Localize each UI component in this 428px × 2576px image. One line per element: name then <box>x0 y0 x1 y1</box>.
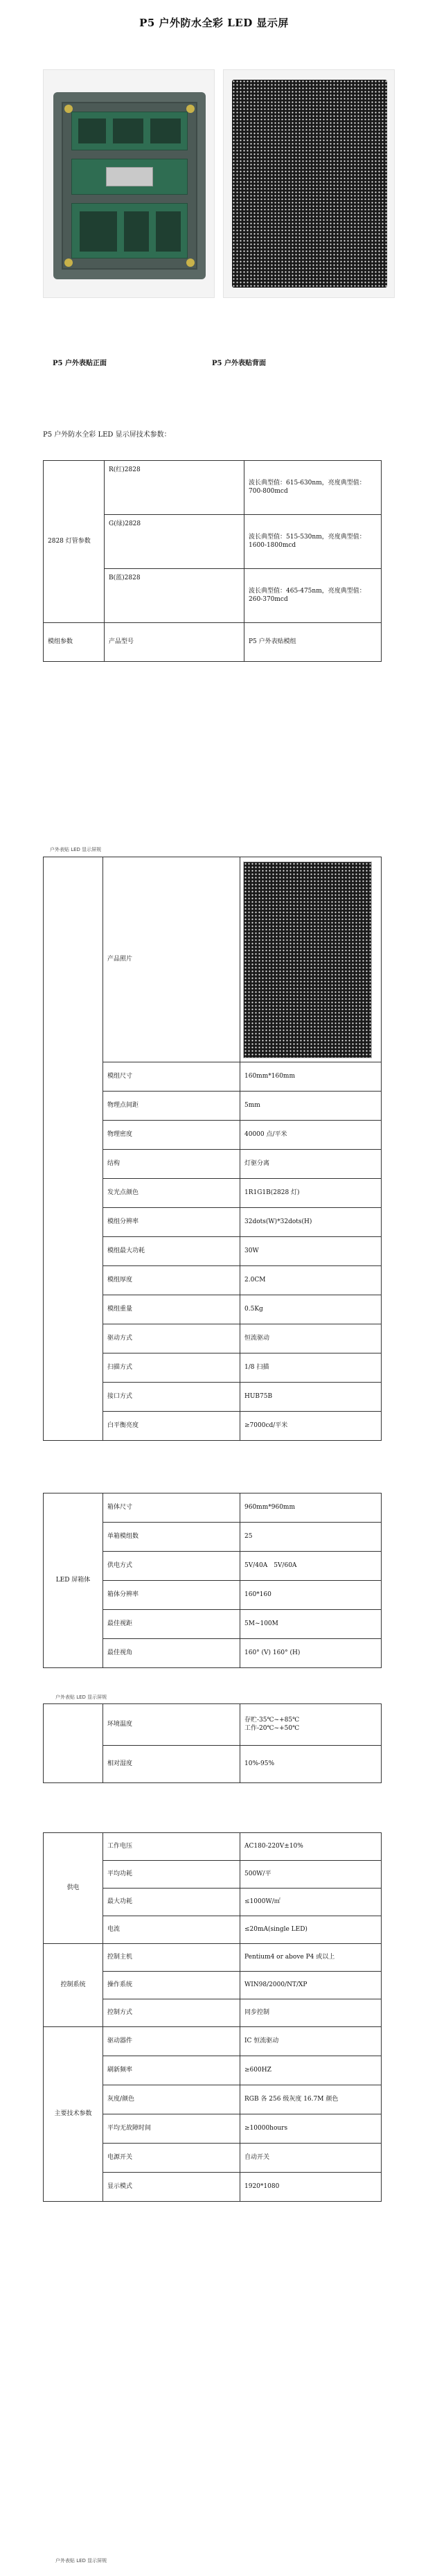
cell-label: G(绿)2828 <box>105 515 244 569</box>
cell-label: 工作电压 <box>103 1833 240 1861</box>
cell-label: 产品型号 <box>105 623 244 662</box>
cabinet-spec-table <box>43 1493 382 1668</box>
cell-value: ≥600HZ <box>240 2056 382 2085</box>
cell-value: 40000 点/平米 <box>240 1121 382 1150</box>
cell-label: R(红)2828 <box>105 461 244 515</box>
table-row <box>44 461 382 515</box>
cell-value: 160*160 <box>240 1581 382 1610</box>
group-label: 2828 灯管参数 <box>44 461 105 623</box>
footer-section-title: 户外表贴 LED 显示屏规 <box>55 2558 107 2564</box>
cell-label: 平均无故障时间 <box>103 2114 240 2144</box>
group-label: LED 屏箱体 <box>44 1493 103 1668</box>
cell-label: 扫描方式 <box>103 1353 240 1383</box>
blank-column <box>44 857 103 1441</box>
cell-label: 箱体尺寸 <box>103 1493 240 1523</box>
cell-label: 操作系统 <box>103 1972 240 1999</box>
product-photo <box>243 861 372 1058</box>
cell-value: AC180-220V±10% <box>240 1833 382 1861</box>
intro-text: P5 户外防水全彩 LED 显示屏技术参数： <box>43 431 171 439</box>
cell-label: 单箱模组数 <box>103 1523 240 1552</box>
system-spec-table <box>43 1832 382 2202</box>
cell-value: 恒流驱动 <box>240 1324 382 1353</box>
cell-label: 产品照片 <box>103 857 240 1062</box>
cell-label: 模组最大功耗 <box>103 1237 240 1266</box>
table-row <box>44 857 382 1062</box>
cell-value <box>240 1704 382 1746</box>
cell-label: 灰度/颜色 <box>103 2085 240 2114</box>
cell-label: 驱动方式 <box>103 1324 240 1353</box>
back-caption: P5 户外表贴背面 <box>212 360 266 367</box>
storage-temperature: 存贮-35℃~+85℃ <box>244 1717 300 1724</box>
cell-value: 灯驱分离 <box>240 1150 382 1179</box>
group-label: 供电 <box>44 1833 103 1944</box>
cell-label: 控制主机 <box>103 1944 240 1972</box>
group-label: 主要技术参数 <box>44 2027 103 2202</box>
front-caption: P5 户外表贴正面 <box>53 360 107 367</box>
cell-label: 最佳视距 <box>103 1610 240 1639</box>
cell-value: 1R1G1B(2828 灯) <box>240 1179 382 1208</box>
cell-value: WIN98/2000/NT/XP <box>240 1972 382 1999</box>
cell-label: 模组分辨率 <box>103 1208 240 1237</box>
page-title: P5 户外防水全彩 LED 显示屏 <box>139 17 289 29</box>
cell-value: 2.0CM <box>240 1266 382 1295</box>
cell-label: 环境温度 <box>103 1704 240 1746</box>
cell-value: 32dots(W)*32dots(H) <box>240 1208 382 1237</box>
cell-value: 25 <box>240 1523 382 1552</box>
cell-value: 5mm <box>240 1092 382 1121</box>
cell-label: 白平衡亮度 <box>103 1412 240 1441</box>
cell-value: ≥10000hours <box>240 2114 382 2144</box>
cell-value: 30W <box>240 1237 382 1266</box>
cell-value: ≤1000W/㎡ <box>240 1889 382 1916</box>
cell-value: ≥7000cd/平米 <box>240 1412 382 1441</box>
cell-value: 波长典型值：515-530nm，亮度典型值：1600-1800mcd <box>244 515 382 569</box>
cell-value: RGB 各 256 级灰度 16.7M 颜色 <box>240 2085 382 2114</box>
cell-value: HUB75B <box>240 1383 382 1412</box>
cell-label: B(蓝)2828 <box>105 569 244 623</box>
section-title: 户外表贴 LED 显示屏规 <box>50 847 102 852</box>
group-label: 控制系统 <box>44 1944 103 2027</box>
cell-label: 最大功耗 <box>103 1889 240 1916</box>
cell-label: 接口方式 <box>103 1383 240 1412</box>
cell-value: 5V/40A 5V/60A <box>240 1552 382 1581</box>
cell-label: 控制方式 <box>103 1999 240 2027</box>
cell-label: 平均功耗 <box>103 1861 240 1889</box>
table-row <box>44 623 382 662</box>
cell-value: 1/8 扫描 <box>240 1353 382 1383</box>
cell-label: 发光点颜色 <box>103 1179 240 1208</box>
module-spec-table <box>43 857 382 1441</box>
cell-label: 相对湿度 <box>103 1746 240 1783</box>
blank-column <box>44 1704 103 1783</box>
cell-label: 显示模式 <box>103 2173 240 2202</box>
cell-label: 电源开关 <box>103 2144 240 2173</box>
cell-label: 供电方式 <box>103 1552 240 1581</box>
environment-table <box>43 1703 382 1783</box>
module-label: 模组参数 <box>44 623 105 662</box>
cell-value: Pentium4 or above P4 或以上 <box>240 1944 382 1972</box>
cell-label: 模组尺寸 <box>103 1062 240 1092</box>
cell-label: 模组厚度 <box>103 1266 240 1295</box>
cell-value: 自动开关 <box>240 2144 382 2173</box>
cell-value: IC 恒流驱动 <box>240 2027 382 2056</box>
working-temperature: 工作-20℃~+50℃ <box>244 1724 300 1732</box>
cell-label: 最佳视角 <box>103 1639 240 1668</box>
cell-label: 刷新频率 <box>103 2056 240 2085</box>
product-photo-cell <box>240 857 382 1062</box>
module-front-photo <box>223 69 395 298</box>
cell-label: 箱体分辨率 <box>103 1581 240 1610</box>
cell-value: 10%-95% <box>240 1746 382 1783</box>
cell-value: 波长典型值：615-630nm，亮度典型值：700-800mcd <box>244 461 382 515</box>
cell-label: 物理密度 <box>103 1121 240 1150</box>
module-back-photo <box>43 69 215 298</box>
cell-value: 同步控制 <box>240 1999 382 2027</box>
cell-value: P5 户外表贴模组 <box>244 623 382 662</box>
cell-value: 1920*1080 <box>240 2173 382 2202</box>
cell-value: 160° (V) 160° (H) <box>240 1639 382 1668</box>
cell-label: 物理点间距 <box>103 1092 240 1121</box>
cell-value: 5M~100M <box>240 1610 382 1639</box>
cell-value: 160mm*160mm <box>240 1062 382 1092</box>
cell-value: ≤20mA(single LED) <box>240 1916 382 1944</box>
section-title: 户外表贴 LED 显示屏规 <box>55 1694 107 1700</box>
cell-value: 0.5Kg <box>240 1295 382 1324</box>
cell-label: 电流 <box>103 1916 240 1944</box>
cell-value: 波长典型值：465-475nm，亮度典型值：260-370mcd <box>244 569 382 623</box>
cell-value: 500W/平 <box>240 1861 382 1889</box>
led-parameters-table <box>43 460 382 662</box>
cell-label: 驱动器件 <box>103 2027 240 2056</box>
cell-label: 结构 <box>103 1150 240 1179</box>
cell-value: 960mm*960mm <box>240 1493 382 1523</box>
cell-label: 模组重量 <box>103 1295 240 1324</box>
